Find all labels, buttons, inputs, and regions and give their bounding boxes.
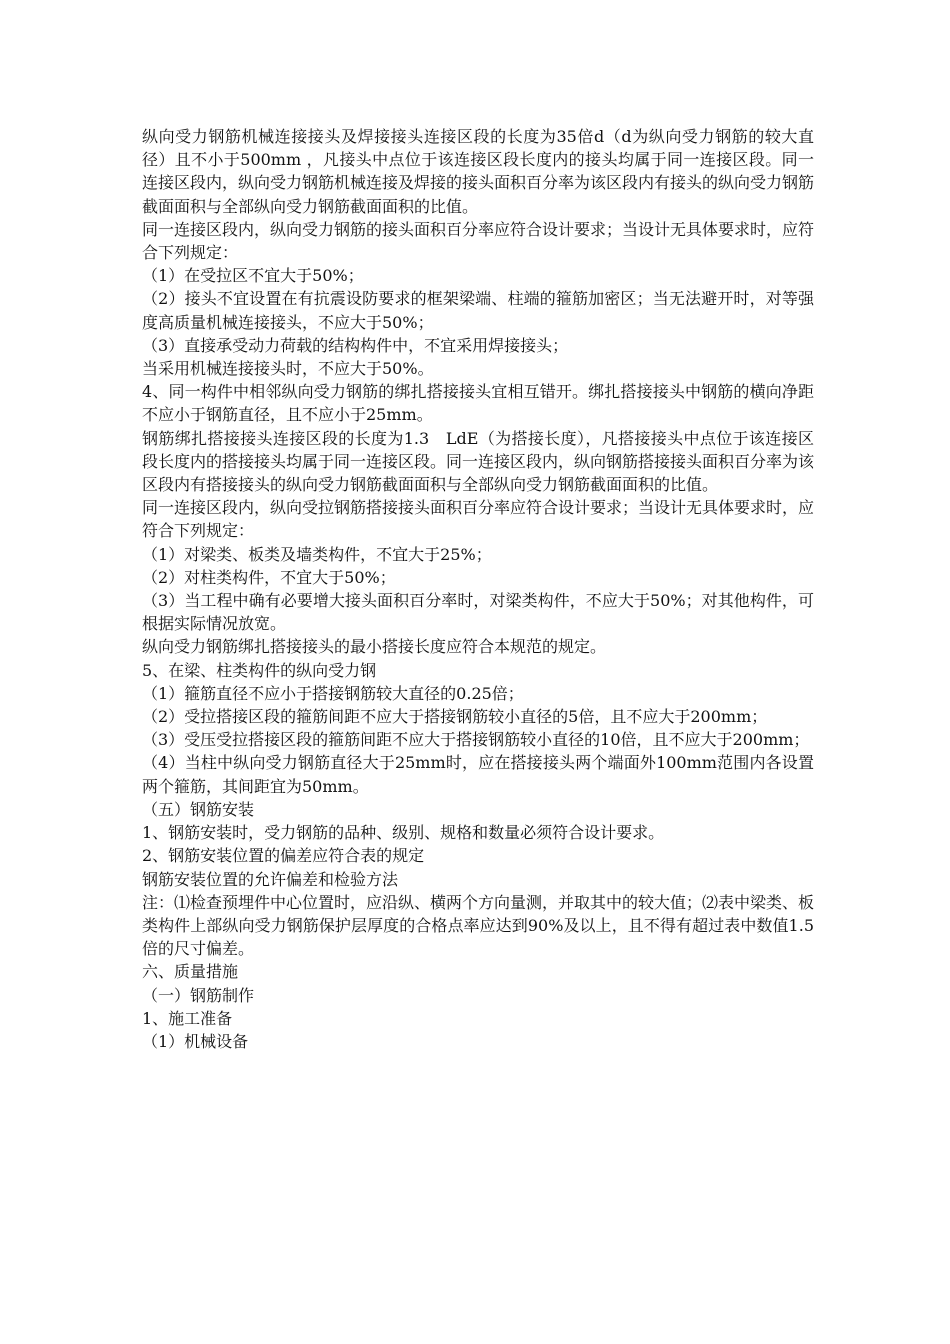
note-paragraph: 注：⑴检查预埋件中心位置时，应沿纵、横两个方向量测，并取其中的较大值；⑵表中梁类、板类构件上部纵向受力钢筋保护层厚度的合格点率应达到90%及以上，且不得有超过表中数值1.5倍的尺寸偏差。: [142, 892, 815, 959]
paragraph-11: （2）对柱类构件，不宜大于50%；: [142, 567, 396, 587]
paragraph-9: 同一连接区段内，纵向受拉钢筋搭接接头面积百分率应符合设计要求；当设计无具体要求时，应符合下列规定：: [142, 498, 815, 541]
document-body: [142, 125, 814, 1053]
subsection-heading-preparation: 1、施工准备: [142, 1008, 233, 1028]
paragraph-20: 1、钢筋安装时，受力钢筋的品种、级别、规格和数量必须符合设计要求。: [142, 823, 665, 843]
paragraph-13: 纵向受力钢筋绑扎搭接接头的最小搭接长度应符合本规范的规定。: [142, 637, 607, 657]
section-heading-quality: 六、质量措施: [142, 962, 239, 982]
paragraph-4: （2）接头不宜设置在有抗震设防要求的框架梁端、柱端的箍筋加密区；当无法避开时，对等强度高质量机械连接接头，不应大于50%；: [142, 289, 814, 332]
paragraph-18: （4）当柱中纵向受力钢筋直径大于25mm时，应在搭接接头两个端面外100mm范围内各设置两个箍筋，其间距宜为50mm。: [142, 753, 814, 796]
paragraph-3: （1）在受拉区不宜大于50%；: [142, 266, 364, 286]
paragraph-2: 同一连接区段内，纵向受力钢筋的接头面积百分率应符合设计要求；当设计无具体要求时，应符合下列规定：: [142, 219, 815, 263]
paragraph-14: 5、在梁、柱类构件的纵向受力钢: [142, 660, 377, 680]
paragraph-15: （1）箍筋直径不应小于搭接钢筋较大直径的0.25倍；: [142, 683, 524, 703]
subsection-heading-fabrication: （一）钢筋制作: [142, 985, 255, 1005]
section-heading-installation: （五）钢筋安装: [142, 799, 255, 819]
paragraph-8: 钢筋绑扎搭接接头连接区段的长度为1.3 LdE（为搭接长度），凡搭接接头中点位于该连接区段长度内的搭接接头均属于同一连接区段。同一连接区段内，纵向钢筋搭接接头面积百分率为该区段内有搭接接头的纵向受力钢筋截面面积与全部纵向受力钢筋截面面积的比值。: [142, 428, 815, 495]
table-caption: 钢筋安装位置的允许偏差和检验方法: [142, 869, 399, 889]
paragraph-17: （3）受压受拉搭接区段的箍筋间距不应大于搭接钢筋较小直径的10倍，且不应大于200mm；: [142, 730, 810, 750]
paragraph-16: （2）受拉搭接区段的箍筋间距不应大于搭接钢筋较小直径的5倍，且不应大于200mm；: [142, 707, 768, 727]
paragraph-1: 纵向受力钢筋机械连接接头及焊接接头连接区段的长度为35倍d（d为纵向受力钢筋的较大直径）且不小于500mm ，凡接头中点位于该连接区段长度内的接头均属于同一连接区段。同一连接区段内，纵向受力钢筋机械连接及焊接的接头面积百分率为该区段内有接头的纵向受力钢筋截面面积与全部纵向受力钢筋截面面积的比值。: [142, 127, 815, 216]
paragraph-6: 当采用机械连接接头时，不应大于50%。: [142, 359, 434, 379]
subsection-heading-equipment: （1）机械设备: [142, 1031, 249, 1051]
paragraph-21: 2、钢筋安装位置的偏差应符合表的规定: [142, 846, 425, 866]
paragraph-5: （3）直接承受动力荷载的结构构件中，不宜采用焊接接头；: [142, 335, 569, 355]
paragraph-7: 4、同一构件中相邻纵向受力钢筋的绑扎搭接接头宜相互错开。绑扎搭接接头中钢筋的横向净距不应小于钢筋直径，且不应小于25mm。: [142, 382, 814, 425]
paragraph-12: （3）当工程中确有必要增大接头面积百分率时，对梁类构件，不应大于50%；对其他构件，可根据实际情况放宽。: [142, 591, 814, 634]
paragraph-10: （1）对梁类、板类及墙类构件，不宜大于25%；: [142, 544, 492, 564]
